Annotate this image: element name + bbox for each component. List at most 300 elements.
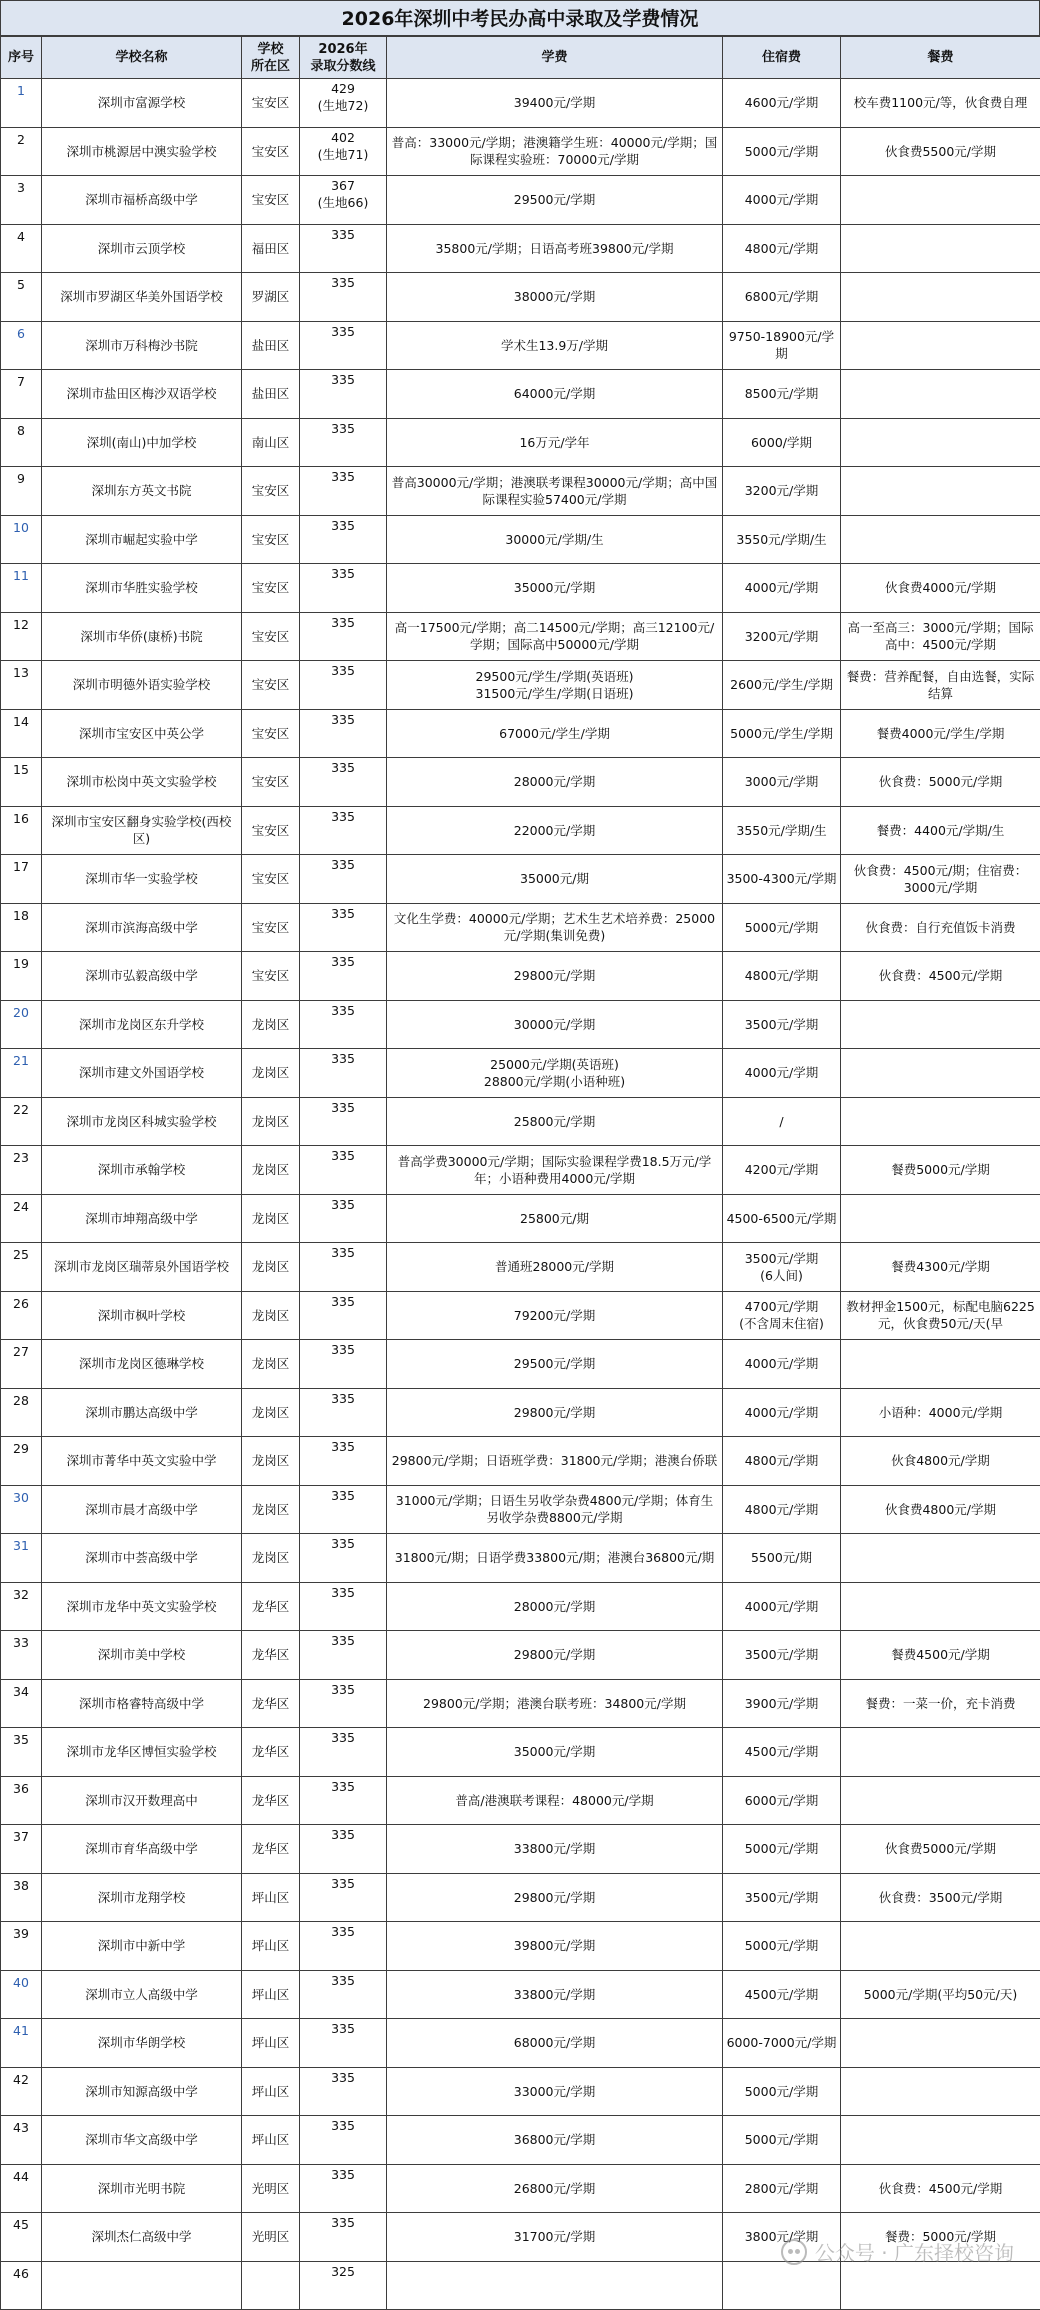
row-index: 4 (1, 224, 42, 273)
district: 龙岗区 (242, 1485, 300, 1534)
district: 宝安区 (242, 952, 300, 1001)
meal-fee (841, 176, 1040, 225)
school-name: 深圳市崛起实验中学 (42, 515, 242, 564)
district: 龙岗区 (242, 1291, 300, 1340)
meal-fee (841, 1728, 1040, 1777)
tuition: 高一17500元/学期；高二14500元/学期；高三12100元/学期；国际高中50000元/学期 (387, 612, 723, 661)
boarding-fee: 5000元/学期 (723, 1825, 841, 1874)
boarding-fee: 4500-6500元/学期 (723, 1194, 841, 1243)
district: 宝安区 (242, 709, 300, 758)
row-index: 5 (1, 273, 42, 322)
admission-score: 335 (300, 370, 387, 419)
row-index: 34 (1, 1679, 42, 1728)
school-name: 深圳市松岗中英文实验学校 (42, 758, 242, 807)
boarding-fee: 4000元/学期 (723, 564, 841, 613)
admission-score: 325 (300, 2261, 387, 2310)
meal-fee (841, 1582, 1040, 1631)
row-index: 45 (1, 2213, 42, 2262)
boarding-fee: 4800元/学期 (723, 1437, 841, 1486)
meal-fee: 伙食费4000元/学期 (841, 564, 1040, 613)
tuition: 29800元/学期 (387, 1388, 723, 1437)
district: 龙岗区 (242, 1000, 300, 1049)
row-index: 30 (1, 1485, 42, 1534)
header-row (1, 37, 1040, 79)
admission-score: 335 (300, 1534, 387, 1583)
admission-score: 335 (300, 2067, 387, 2116)
school-name: 深圳(南山)中加学校 (42, 418, 242, 467)
district: 光明区 (242, 2164, 300, 2213)
school-name: 深圳市菁华中英文实验中学 (42, 1437, 242, 1486)
school-name: 深圳市明德外语实验学校 (42, 661, 242, 710)
table-row (1, 273, 1040, 322)
tuition: 29800元/学期；日语班学费：31800元/学期；港澳台侨联 (387, 1437, 723, 1486)
admission-score: 335 (300, 1970, 387, 2019)
district: 龙华区 (242, 1825, 300, 1874)
district: 龙岗区 (242, 1437, 300, 1486)
boarding-fee: 3550元/学期/生 (723, 515, 841, 564)
table-row (1, 612, 1040, 661)
tuition: 普通班28000元/学期 (387, 1243, 723, 1292)
meal-fee: 高一至高三：3000元/学期；国际高中：4500元/学期 (841, 612, 1040, 661)
meal-fee (841, 1194, 1040, 1243)
boarding-fee: 3500元/学期 (723, 1873, 841, 1922)
row-index: 3 (1, 176, 42, 225)
table-row (1, 1485, 1040, 1534)
admission-score: 335 (300, 515, 387, 564)
row-index: 15 (1, 758, 42, 807)
table-row (1, 952, 1040, 1001)
tuition: 29800元/学期 (387, 1631, 723, 1680)
tuition: 普高30000元/学期；港澳联考课程30000元/学期；高中国际课程实验57400元/学期 (387, 467, 723, 516)
boarding-fee: 3500元/学期 (723, 1631, 841, 1680)
table-row (1, 2019, 1040, 2068)
meal-fee (841, 2019, 1040, 2068)
row-index: 1 (1, 79, 42, 128)
school-name: 深圳市立人高级中学 (42, 1970, 242, 2019)
admission-score: 335 (300, 1049, 387, 1098)
table-row (1, 1000, 1040, 1049)
school-name: 深圳市弘毅高级中学 (42, 952, 242, 1001)
header-index: 序号 (1, 37, 42, 79)
meal-fee (841, 273, 1040, 322)
admission-score: 335 (300, 1728, 387, 1777)
table-row (1, 321, 1040, 370)
district: 宝安区 (242, 176, 300, 225)
boarding-fee (723, 2261, 841, 2310)
row-index: 24 (1, 1194, 42, 1243)
table-row (1, 2213, 1040, 2262)
school-name: 深圳市宝安区翻身实验学校(西校区) (42, 806, 242, 855)
table-row (1, 127, 1040, 176)
meal-fee (841, 1049, 1040, 1098)
school-name: 深圳市知源高级中学 (42, 2067, 242, 2116)
district: 龙岗区 (242, 1097, 300, 1146)
tuition: 29500元/学生/学期(英语班) 31500元/学生/学期(日语班) (387, 661, 723, 710)
table-row (1, 1631, 1040, 1680)
table-row (1, 903, 1040, 952)
tuition: 31700元/学期 (387, 2213, 723, 2262)
school-name: 深圳市龙岗区东升学校 (42, 1000, 242, 1049)
boarding-fee: 4700元/学期 (不含周末住宿) (723, 1291, 841, 1340)
tuition: 29500元/学期 (387, 1340, 723, 1389)
admission-score: 335 (300, 709, 387, 758)
tuition: 普高：33000元/学期；港澳籍学生班：40000元/学期；国际课程实验班：70000元/学期 (387, 127, 723, 176)
district: 龙岗区 (242, 1388, 300, 1437)
boarding-fee: 3500元/学期 (723, 1000, 841, 1049)
admission-score: 335 (300, 1291, 387, 1340)
school-name: 深圳杰仁高级中学 (42, 2213, 242, 2262)
row-index: 39 (1, 1922, 42, 1971)
admission-score: 335 (300, 612, 387, 661)
admission-score: 335 (300, 1873, 387, 1922)
tuition: 39400元/学期 (387, 79, 723, 128)
boarding-fee: 6800元/学期 (723, 273, 841, 322)
meal-fee: 校车费1100元/等，伙食费自理 (841, 79, 1040, 128)
header-meals: 餐费 (841, 37, 1040, 79)
district: 龙岗区 (242, 1146, 300, 1195)
boarding-fee: 4000元/学期 (723, 1582, 841, 1631)
boarding-fee: 3900元/学期 (723, 1679, 841, 1728)
table-row (1, 1679, 1040, 1728)
meal-fee (841, 2067, 1040, 2116)
tuition: 25000元/学期(英语班) 28800元/学期(小语种班) (387, 1049, 723, 1098)
district: 龙华区 (242, 1631, 300, 1680)
table-row (1, 224, 1040, 273)
tuition: 普高学费30000元/学期；国际实验课程学费18.5万元/学年；小语种费用4000元/学期 (387, 1146, 723, 1195)
tuition (387, 2261, 723, 2310)
row-index: 18 (1, 903, 42, 952)
meal-fee: 伙食4800元/学期 (841, 1437, 1040, 1486)
table-row (1, 1291, 1040, 1340)
row-index: 10 (1, 515, 42, 564)
meal-fee (841, 1000, 1040, 1049)
admission-score: 335 (300, 224, 387, 273)
table-row (1, 1970, 1040, 2019)
table-row (1, 1097, 1040, 1146)
school-name: 深圳市华一实验学校 (42, 855, 242, 904)
admission-score: 335 (300, 2116, 387, 2165)
meal-fee (841, 1340, 1040, 1389)
boarding-fee: 4500元/学期 (723, 1728, 841, 1777)
boarding-fee: 5000元/学生/学期 (723, 709, 841, 758)
admission-score: 335 (300, 273, 387, 322)
tuition: 33000元/学期 (387, 2067, 723, 2116)
table-row (1, 1825, 1040, 1874)
table-row (1, 2067, 1040, 2116)
school-name: 深圳市美中学校 (42, 1631, 242, 1680)
district: 宝安区 (242, 903, 300, 952)
district: 龙岗区 (242, 1534, 300, 1583)
tuition: 35800元/学期；日语高考班39800元/学期 (387, 224, 723, 273)
meal-fee (841, 1776, 1040, 1825)
district: 宝安区 (242, 758, 300, 807)
meal-fee (841, 370, 1040, 419)
row-index: 17 (1, 855, 42, 904)
school-name: 深圳市育华高级中学 (42, 1825, 242, 1874)
tuition: 64000元/学期 (387, 370, 723, 419)
meal-fee: 伙食费：4500元/学期 (841, 2164, 1040, 2213)
meal-fee (841, 224, 1040, 273)
header-school-name: 学校名称 (42, 37, 242, 79)
row-index: 41 (1, 2019, 42, 2068)
meal-fee: 伙食费5500元/学期 (841, 127, 1040, 176)
watermark-text: 公众号 · 广东择校咨询 (815, 2237, 1014, 2266)
meal-fee: 5000元/学期(平均50元/天) (841, 1970, 1040, 2019)
tuition: 30000元/学期/生 (387, 515, 723, 564)
admission-score: 335 (300, 1485, 387, 1534)
school-name: 深圳市滨海高级中学 (42, 903, 242, 952)
meal-fee (841, 1097, 1040, 1146)
boarding-fee: 2600元/学生/学期 (723, 661, 841, 710)
admission-score: 335 (300, 1340, 387, 1389)
district: 盐田区 (242, 370, 300, 419)
admission-score: 335 (300, 1679, 387, 1728)
district: 龙岗区 (242, 1049, 300, 1098)
table-row (1, 2116, 1040, 2165)
row-index: 44 (1, 2164, 42, 2213)
district: 南山区 (242, 418, 300, 467)
tuition: 31800元/期；日语学费33800元/期；港澳台36800元/期 (387, 1534, 723, 1583)
district: 坪山区 (242, 2116, 300, 2165)
boarding-fee: 2800元/学期 (723, 2164, 841, 2213)
boarding-fee: 4600元/学期 (723, 79, 841, 128)
meal-fee: 餐费：一菜一价，充卡消费 (841, 1679, 1040, 1728)
boarding-fee: 4000元/学期 (723, 176, 841, 225)
district: 光明区 (242, 2213, 300, 2262)
district: 宝安区 (242, 661, 300, 710)
admission-score: 335 (300, 2213, 387, 2262)
district: 坪山区 (242, 2067, 300, 2116)
district: 宝安区 (242, 467, 300, 516)
tuition: 68000元/学期 (387, 2019, 723, 2068)
row-index: 8 (1, 418, 42, 467)
boarding-fee: 5000元/学期 (723, 2067, 841, 2116)
tuition: 16万元/学年 (387, 418, 723, 467)
tuition: 29800元/学期 (387, 952, 723, 1001)
school-name: 深圳市龙岗区瑞蒂泉外国语学校 (42, 1243, 242, 1292)
table-row (1, 1776, 1040, 1825)
table-row (1, 1873, 1040, 1922)
district: 罗湖区 (242, 273, 300, 322)
tuition: 67000元/学生/学期 (387, 709, 723, 758)
school-name: 深圳市罗湖区华美外国语学校 (42, 273, 242, 322)
district: 宝安区 (242, 127, 300, 176)
school-name: 深圳市富源学校 (42, 79, 242, 128)
admission-score: 402 (生地71) (300, 127, 387, 176)
meal-fee: 小语种：4000元/学期 (841, 1388, 1040, 1437)
table-row (1, 1146, 1040, 1195)
meal-fee: 伙食费4800元/学期 (841, 1485, 1040, 1534)
row-index: 31 (1, 1534, 42, 1583)
table-body (1, 79, 1040, 2310)
table-row (1, 1388, 1040, 1437)
row-index: 37 (1, 1825, 42, 1874)
row-index: 11 (1, 564, 42, 613)
table-row (1, 1922, 1040, 1971)
meal-fee: 餐费4000元/学生/学期 (841, 709, 1040, 758)
school-name: 深圳市桃源居中澳实验学校 (42, 127, 242, 176)
meal-fee: 餐费5000元/学期 (841, 1146, 1040, 1195)
school-name: 深圳市福桥高级中学 (42, 176, 242, 225)
boarding-fee: 8500元/学期 (723, 370, 841, 419)
admission-score: 429 (生地72) (300, 79, 387, 128)
tuition: 29500元/学期 (387, 176, 723, 225)
table-row (1, 2261, 1040, 2310)
school-name: 深圳市坤翔高级中学 (42, 1194, 242, 1243)
school-name: 深圳市华朗学校 (42, 2019, 242, 2068)
district: 宝安区 (242, 855, 300, 904)
tuition: 25800元/期 (387, 1194, 723, 1243)
admission-score: 335 (300, 661, 387, 710)
table-row (1, 79, 1040, 128)
tuition: 33800元/学期 (387, 1825, 723, 1874)
row-index: 9 (1, 467, 42, 516)
table-row (1, 1437, 1040, 1486)
school-name: 深圳市龙岗区科城实验学校 (42, 1097, 242, 1146)
meal-fee (841, 2261, 1040, 2310)
admission-score: 335 (300, 1825, 387, 1874)
boarding-fee: 3500元/学期 (6人间) (723, 1243, 841, 1292)
district: 龙华区 (242, 1679, 300, 1728)
row-index: 6 (1, 321, 42, 370)
meal-fee (841, 467, 1040, 516)
school-name: 深圳市云顶学校 (42, 224, 242, 273)
boarding-fee: / (723, 1097, 841, 1146)
table-row (1, 564, 1040, 613)
admission-score: 335 (300, 418, 387, 467)
boarding-fee: 4000元/学期 (723, 1049, 841, 1098)
row-index: 32 (1, 1582, 42, 1631)
table-row (1, 1243, 1040, 1292)
header-district: 学校 所在区 (242, 37, 300, 79)
school-name: 深圳市汉开数理高中 (42, 1776, 242, 1825)
admission-score: 335 (300, 1000, 387, 1049)
district: 龙岗区 (242, 1243, 300, 1292)
school-name: 深圳市格睿特高级中学 (42, 1679, 242, 1728)
boarding-fee: 6000元/学期 (723, 1776, 841, 1825)
meal-fee: 餐费4500元/学期 (841, 1631, 1040, 1680)
table-row (1, 1728, 1040, 1777)
tuition: 25800元/学期 (387, 1097, 723, 1146)
boarding-fee: 3200元/学期 (723, 612, 841, 661)
district: 宝安区 (242, 612, 300, 661)
school-name: 深圳市建文外国语学校 (42, 1049, 242, 1098)
table-row (1, 176, 1040, 225)
meal-fee: 餐费：4400元/学期/生 (841, 806, 1040, 855)
tuition: 28000元/学期 (387, 758, 723, 807)
admission-score: 335 (300, 1146, 387, 1195)
tuition: 文化生学费：40000元/学期；艺术生艺术培养费：25000元/学期(集训免费) (387, 903, 723, 952)
admission-score: 335 (300, 903, 387, 952)
table-row (1, 758, 1040, 807)
table-row (1, 515, 1040, 564)
table-row (1, 709, 1040, 758)
district: 坪山区 (242, 1922, 300, 1971)
tuition: 35000元/学期 (387, 564, 723, 613)
table-row (1, 806, 1040, 855)
row-index: 33 (1, 1631, 42, 1680)
row-index: 43 (1, 2116, 42, 2165)
boarding-fee: 4800元/学期 (723, 952, 841, 1001)
row-index: 28 (1, 1388, 42, 1437)
school-name: 深圳市龙华区博恒实验学校 (42, 1728, 242, 1777)
district: 宝安区 (242, 79, 300, 128)
tuition: 36800元/学期 (387, 2116, 723, 2165)
table-row (1, 1194, 1040, 1243)
admission-score: 335 (300, 1388, 387, 1437)
tuition: 30000元/学期 (387, 1000, 723, 1049)
row-index: 42 (1, 2067, 42, 2116)
meal-fee: 伙食费5000元/学期 (841, 1825, 1040, 1874)
table-row (1, 1582, 1040, 1631)
school-name: 深圳市中新中学 (42, 1922, 242, 1971)
district: 龙华区 (242, 1728, 300, 1777)
boarding-fee: 5500元/期 (723, 1534, 841, 1583)
district (242, 2261, 300, 2310)
school-name: 深圳市龙岗区德琳学校 (42, 1340, 242, 1389)
meal-fee: 餐费4300元/学期 (841, 1243, 1040, 1292)
admission-score: 335 (300, 1437, 387, 1486)
district: 龙岗区 (242, 1340, 300, 1389)
table-row (1, 467, 1040, 516)
boarding-fee: 4800元/学期 (723, 1485, 841, 1534)
admission-score: 335 (300, 564, 387, 613)
admission-score: 335 (300, 1922, 387, 1971)
boarding-fee: 5000元/学期 (723, 1922, 841, 1971)
tuition: 26800元/学期 (387, 2164, 723, 2213)
meal-fee (841, 418, 1040, 467)
admission-score: 335 (300, 1194, 387, 1243)
row-index: 16 (1, 806, 42, 855)
table-row (1, 1534, 1040, 1583)
tuition: 学术生13.9万/学期 (387, 321, 723, 370)
school-name: 深圳市鹏达高级中学 (42, 1388, 242, 1437)
row-index: 12 (1, 612, 42, 661)
tuition: 31000元/学期；日语生另收学杂费4800元/学期；体育生另收学杂费8800元/学期 (387, 1485, 723, 1534)
boarding-fee: 4200元/学期 (723, 1146, 841, 1195)
school-name: 深圳市晨才高级中学 (42, 1485, 242, 1534)
admission-score: 335 (300, 758, 387, 807)
row-index: 7 (1, 370, 42, 419)
row-index: 38 (1, 1873, 42, 1922)
row-index: 23 (1, 1146, 42, 1195)
boarding-fee: 4500元/学期 (723, 1970, 841, 2019)
row-index: 19 (1, 952, 42, 1001)
boarding-fee: 3000元/学期 (723, 758, 841, 807)
tuition: 38000元/学期 (387, 273, 723, 322)
boarding-fee: 5000元/学期 (723, 2116, 841, 2165)
meal-fee: 伙食费：4500元/学期 (841, 952, 1040, 1001)
row-index: 25 (1, 1243, 42, 1292)
boarding-fee: 3550元/学期/生 (723, 806, 841, 855)
admission-score: 335 (300, 2019, 387, 2068)
meal-fee: 教材押金1500元，标配电脑6225元，伙食费50元/天(早 (841, 1291, 1040, 1340)
admission-score: 367 (生地66) (300, 176, 387, 225)
district: 宝安区 (242, 515, 300, 564)
school-name: 深圳市盐田区梅沙双语学校 (42, 370, 242, 419)
header-tuition: 学费 (387, 37, 723, 79)
admission-score: 335 (300, 806, 387, 855)
table-row (1, 855, 1040, 904)
meal-fee: 伙食费：4500元/期；住宿费：3000元/学期 (841, 855, 1040, 904)
header-score: 2026年 录取分数线 (300, 37, 387, 79)
row-index: 36 (1, 1776, 42, 1825)
meal-fee: 伙食费：自行充值饭卡消费 (841, 903, 1040, 952)
admission-table (0, 36, 1040, 2310)
school-name: 深圳市枫叶学校 (42, 1291, 242, 1340)
district: 盐田区 (242, 321, 300, 370)
row-index: 35 (1, 1728, 42, 1777)
